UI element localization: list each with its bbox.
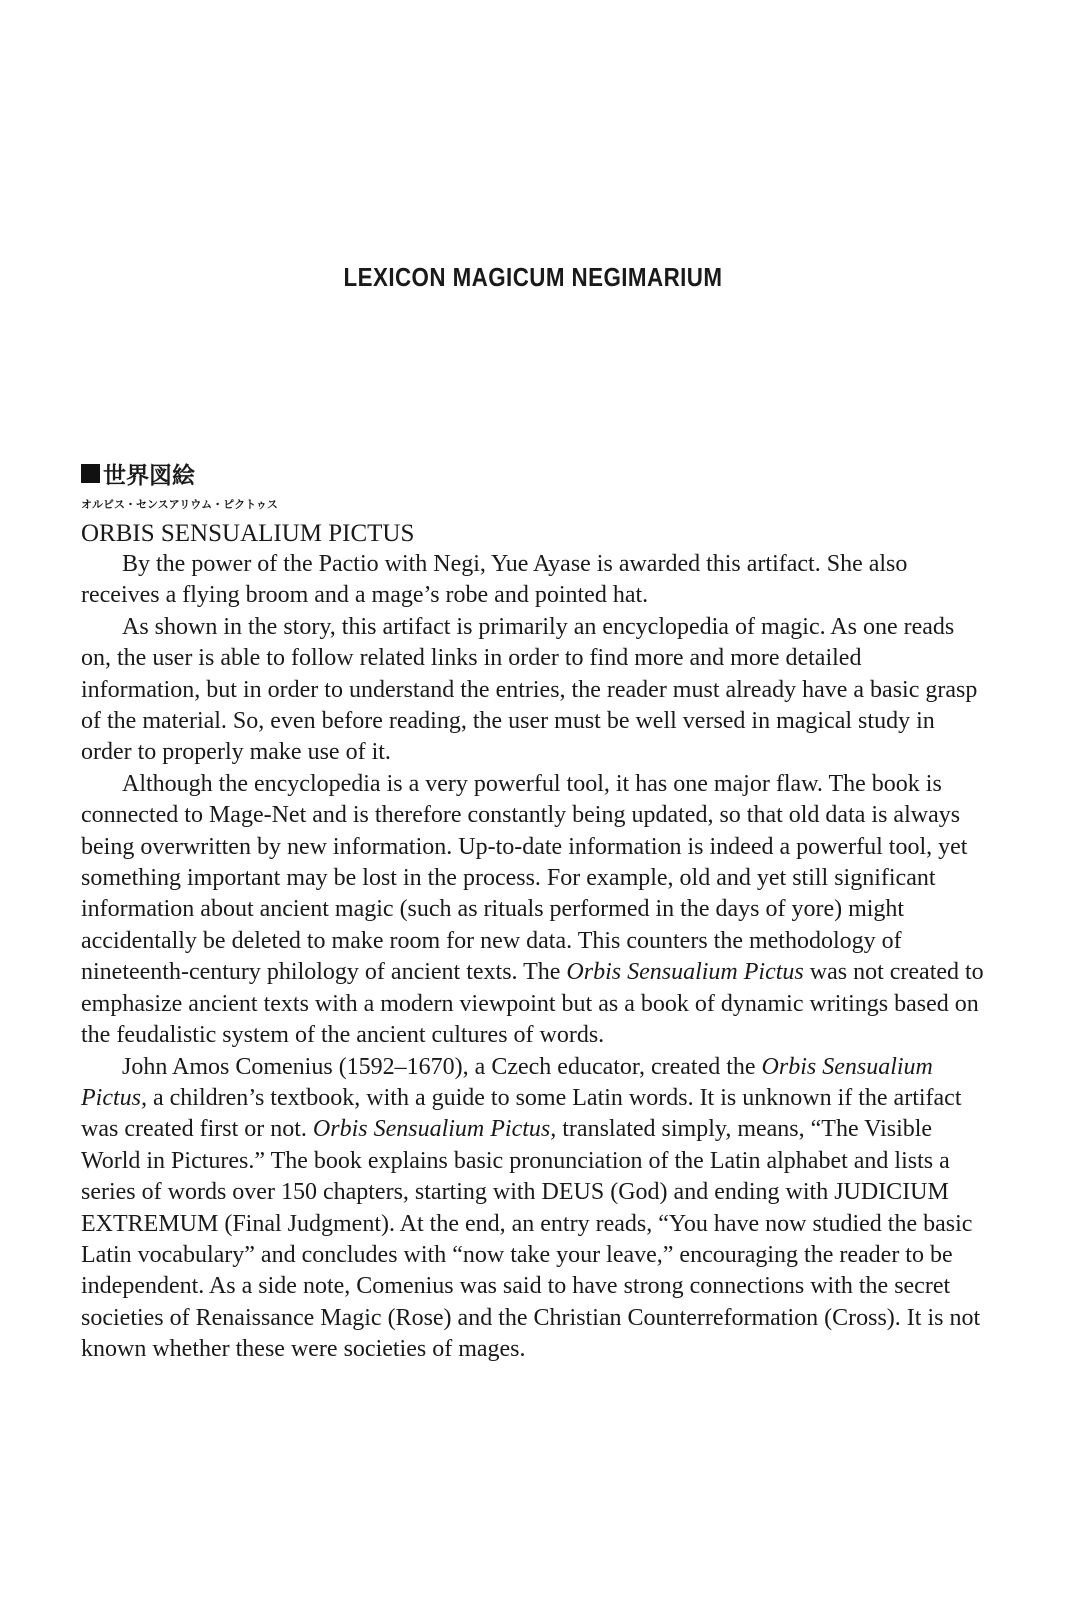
glossary-entry [81, 458, 986, 1366]
italic-title: Orbis Sensualium Pictus, [81, 1053, 933, 1111]
entry-latin-name: ORBIS SENSUALIUM PICTUS [81, 520, 415, 547]
text-segment: a children’s textbook, with a guide to some Latin words. It is unknown if the artifact was created first or not. [81, 1084, 962, 1143]
text-segment: John Amos Comenius (1592–1670), a Czech educator, created the [122, 1053, 762, 1080]
text-segment: translated simply, means, “The Visible World in Pictures.” The book explains basic pronunciation of the Latin alphabet and lists a series of words over 150 chapters, starting with DEUS (God) and ending with JUDICIUM EXTREMUM (Final Judgment). At the end, an entry reads, “You have now studied the basic Latin vocabulary” and concludes with “now take your leave,” encouraging the reader to be independent. As a side note, Comenius was said to have strong connections with the secret societies of Renaissance Magic (Rose) and the Christian Counterreformation (Cross). It is not known whether these were societies of mages. [81, 1116, 981, 1363]
italic-title: Orbis Sensualium Pictus, [312, 1116, 557, 1143]
entry-heading-text: 世界図絵 [103, 462, 195, 489]
black-square-icon [81, 464, 100, 483]
text-segment: By the power of the Pactio with Negi, Yue Ayase is awarded this artifact. She also receives a flying broom and a mage’s robe and pointed hat. [81, 551, 908, 609]
entry-reading: オルビス・センスアリウム・ピクトゥス [81, 498, 278, 511]
text-segment: was not created to emphasize ancient texts with a modern viewpoint but as a book of dynamic writings based on the feudalistic system of the ancient cultures of words. [81, 959, 984, 1049]
page-title: LEXICON MAGICUM NEGIMARIUM [343, 262, 723, 292]
text-segment: As shown in the story, this artifact is primarily an encyclopedia of magic. As one reads on, the user is able to follow related links in order to find more and more detailed information, but in order to understand the entries, the reader must already have a basic grasp of the material. So, even before reading, the user must be well versed in magical study in order to properly make use of it. [81, 613, 978, 766]
paragraph [81, 612, 986, 769]
italic-title: Orbis Sensualium Pictus [566, 959, 804, 986]
paragraph [81, 1052, 986, 1366]
entry-heading [81, 458, 986, 488]
entry-body [81, 549, 986, 1366]
paragraph [81, 769, 986, 1052]
text-segment: Although the encyclopedia is a very powerful tool, it has one major flaw. The book is connected to Mage-Net and is therefore constantly being updated, so that old data is always being overwritten by new information. Up-to-date information is indeed a powerful tool, yet something important may be lost in the process. For example, old and yet still significant information about ancient magic (such as rituals performed in the days of yore) might accidentally be deleted to make room for new data. This counters the methodology of nineteenth-century philology of ancient texts. The [81, 770, 968, 986]
paragraph [81, 549, 986, 612]
